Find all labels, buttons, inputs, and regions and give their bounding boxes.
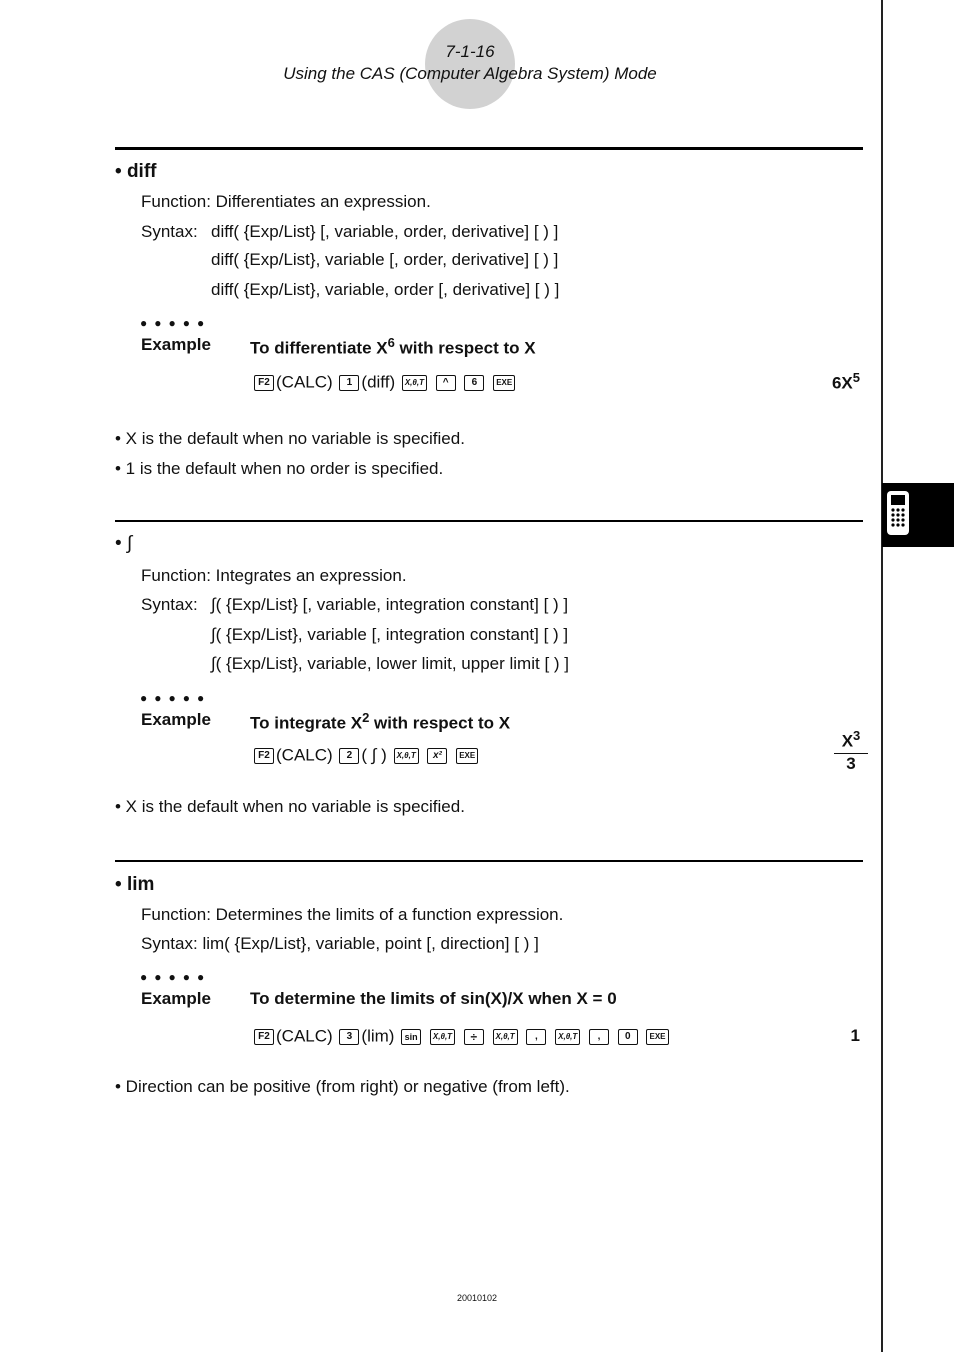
digit-key: 3: [339, 1029, 359, 1045]
calculator-icon: [882, 483, 954, 547]
variable-key: X,θ,T: [430, 1029, 455, 1045]
result-numerator: $X^3$: [834, 728, 868, 754]
digit-key: 1: [339, 375, 359, 391]
comma-key: ,: [589, 1029, 609, 1045]
syntax-label: Syntax:: [141, 595, 198, 614]
example-dots: ●●●●●: [140, 691, 212, 705]
section-heading-diff: • diff: [115, 161, 157, 182]
f2-key: F2: [254, 748, 274, 764]
note: • X is the default when no variable is specified.: [115, 797, 465, 816]
square-key: x²: [427, 748, 447, 764]
page-subtitle: Using the CAS (Computer Algebra System) Mode: [283, 64, 657, 83]
syntax-line: diff( {Exp/List}, variable, order [, derivative] [ ) ]: [211, 280, 560, 299]
key-sequence: [252, 1026, 671, 1047]
key-caption: ( ∫ ): [361, 745, 387, 765]
key-caption: (CALC): [276, 745, 333, 765]
syntax-label: Syntax:: [141, 222, 198, 241]
example-label: Example: [141, 710, 211, 729]
result: $6X^5$: [831, 370, 860, 393]
example-dots: ●●●●●: [140, 316, 212, 330]
exe-key: EXE: [646, 1029, 668, 1045]
note: • X is the default when no variable is specified.: [115, 429, 465, 448]
variable-key: X,θ,T: [493, 1029, 518, 1045]
key-sequence: [252, 372, 517, 393]
key-sequence: [252, 745, 480, 766]
result-fraction: [834, 728, 868, 774]
note: • Direction can be positive (from right) or negative (from left).: [115, 1077, 570, 1096]
variable-key: X,θ,T: [394, 748, 419, 764]
divide-key: ÷: [464, 1029, 484, 1045]
syntax-line: ∫( {Exp/List}, variable [, integration constant] [ ) ]: [211, 625, 569, 644]
example-title: To determine the limits of sin(X)/X when X = 0: [250, 989, 617, 1008]
key-caption: (CALC): [276, 372, 333, 392]
comma-key: ,: [526, 1029, 546, 1045]
note: • 1 is the default when no order is specified.: [115, 459, 444, 478]
example-label: Example: [141, 335, 211, 354]
result: 1: [850, 1026, 860, 1045]
variable-key: X,θ,T: [555, 1029, 580, 1045]
section-heading-lim: • lim: [115, 874, 155, 895]
digit-key: 2: [339, 748, 359, 764]
variable-key: X,θ,T: [402, 375, 427, 391]
syntax-line: ∫( {Exp/List} [, variable, integration constant] [ ) ]: [211, 595, 569, 614]
syntax-line: diff( {Exp/List} [, variable, order, derivative] [ ) ]: [211, 222, 559, 241]
section-heading-integral: • ∫: [115, 533, 133, 554]
key-caption: (CALC): [276, 1026, 333, 1046]
digit-key: 0: [618, 1029, 638, 1045]
syntax-line: Syntax: lim( {Exp/List}, variable, point [, direction] [ ) ]: [141, 934, 539, 953]
page-number: 7-1-16: [445, 42, 495, 61]
syntax-line: ∫( {Exp/List}, variable, lower limit, upper limit [ ) ]: [211, 654, 569, 673]
f2-key: F2: [254, 1029, 274, 1045]
key-caption: (lim): [361, 1026, 395, 1046]
f2-key: F2: [254, 375, 274, 391]
function-description: Function: Determines the limits of a function expression.: [141, 905, 564, 924]
chapter-tab: [882, 483, 954, 547]
power-key: ^: [436, 375, 456, 391]
example-title: To integrate $X^2$ with respect to X: [250, 710, 511, 733]
exe-key: EXE: [493, 375, 515, 391]
key-caption: (diff): [361, 372, 396, 392]
footer-code: 20010102: [456, 1293, 498, 1303]
section-divider: [115, 520, 863, 522]
example-title: To differentiate $X^6$ with respect to X: [250, 335, 536, 358]
example-dots: ●●●●●: [140, 970, 212, 984]
example-label: Example: [141, 989, 211, 1008]
result-denominator: 3: [846, 753, 856, 773]
exe-key: EXE: [456, 748, 478, 764]
sin-key: sin: [401, 1029, 421, 1045]
digit-key: 6: [464, 375, 484, 391]
section-divider: [115, 860, 863, 862]
margin-rule: [881, 0, 883, 1352]
syntax-line: diff( {Exp/List}, variable [, order, derivative] [ ) ]: [211, 250, 559, 269]
function-description: Function: Differentiates an expression.: [141, 192, 431, 211]
function-description: Function: Integrates an expression.: [141, 566, 407, 585]
section-divider: [115, 147, 863, 150]
